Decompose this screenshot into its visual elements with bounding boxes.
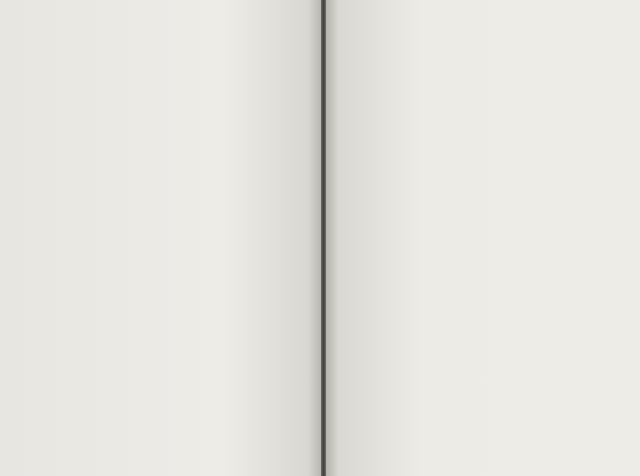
right-page <box>326 0 640 476</box>
